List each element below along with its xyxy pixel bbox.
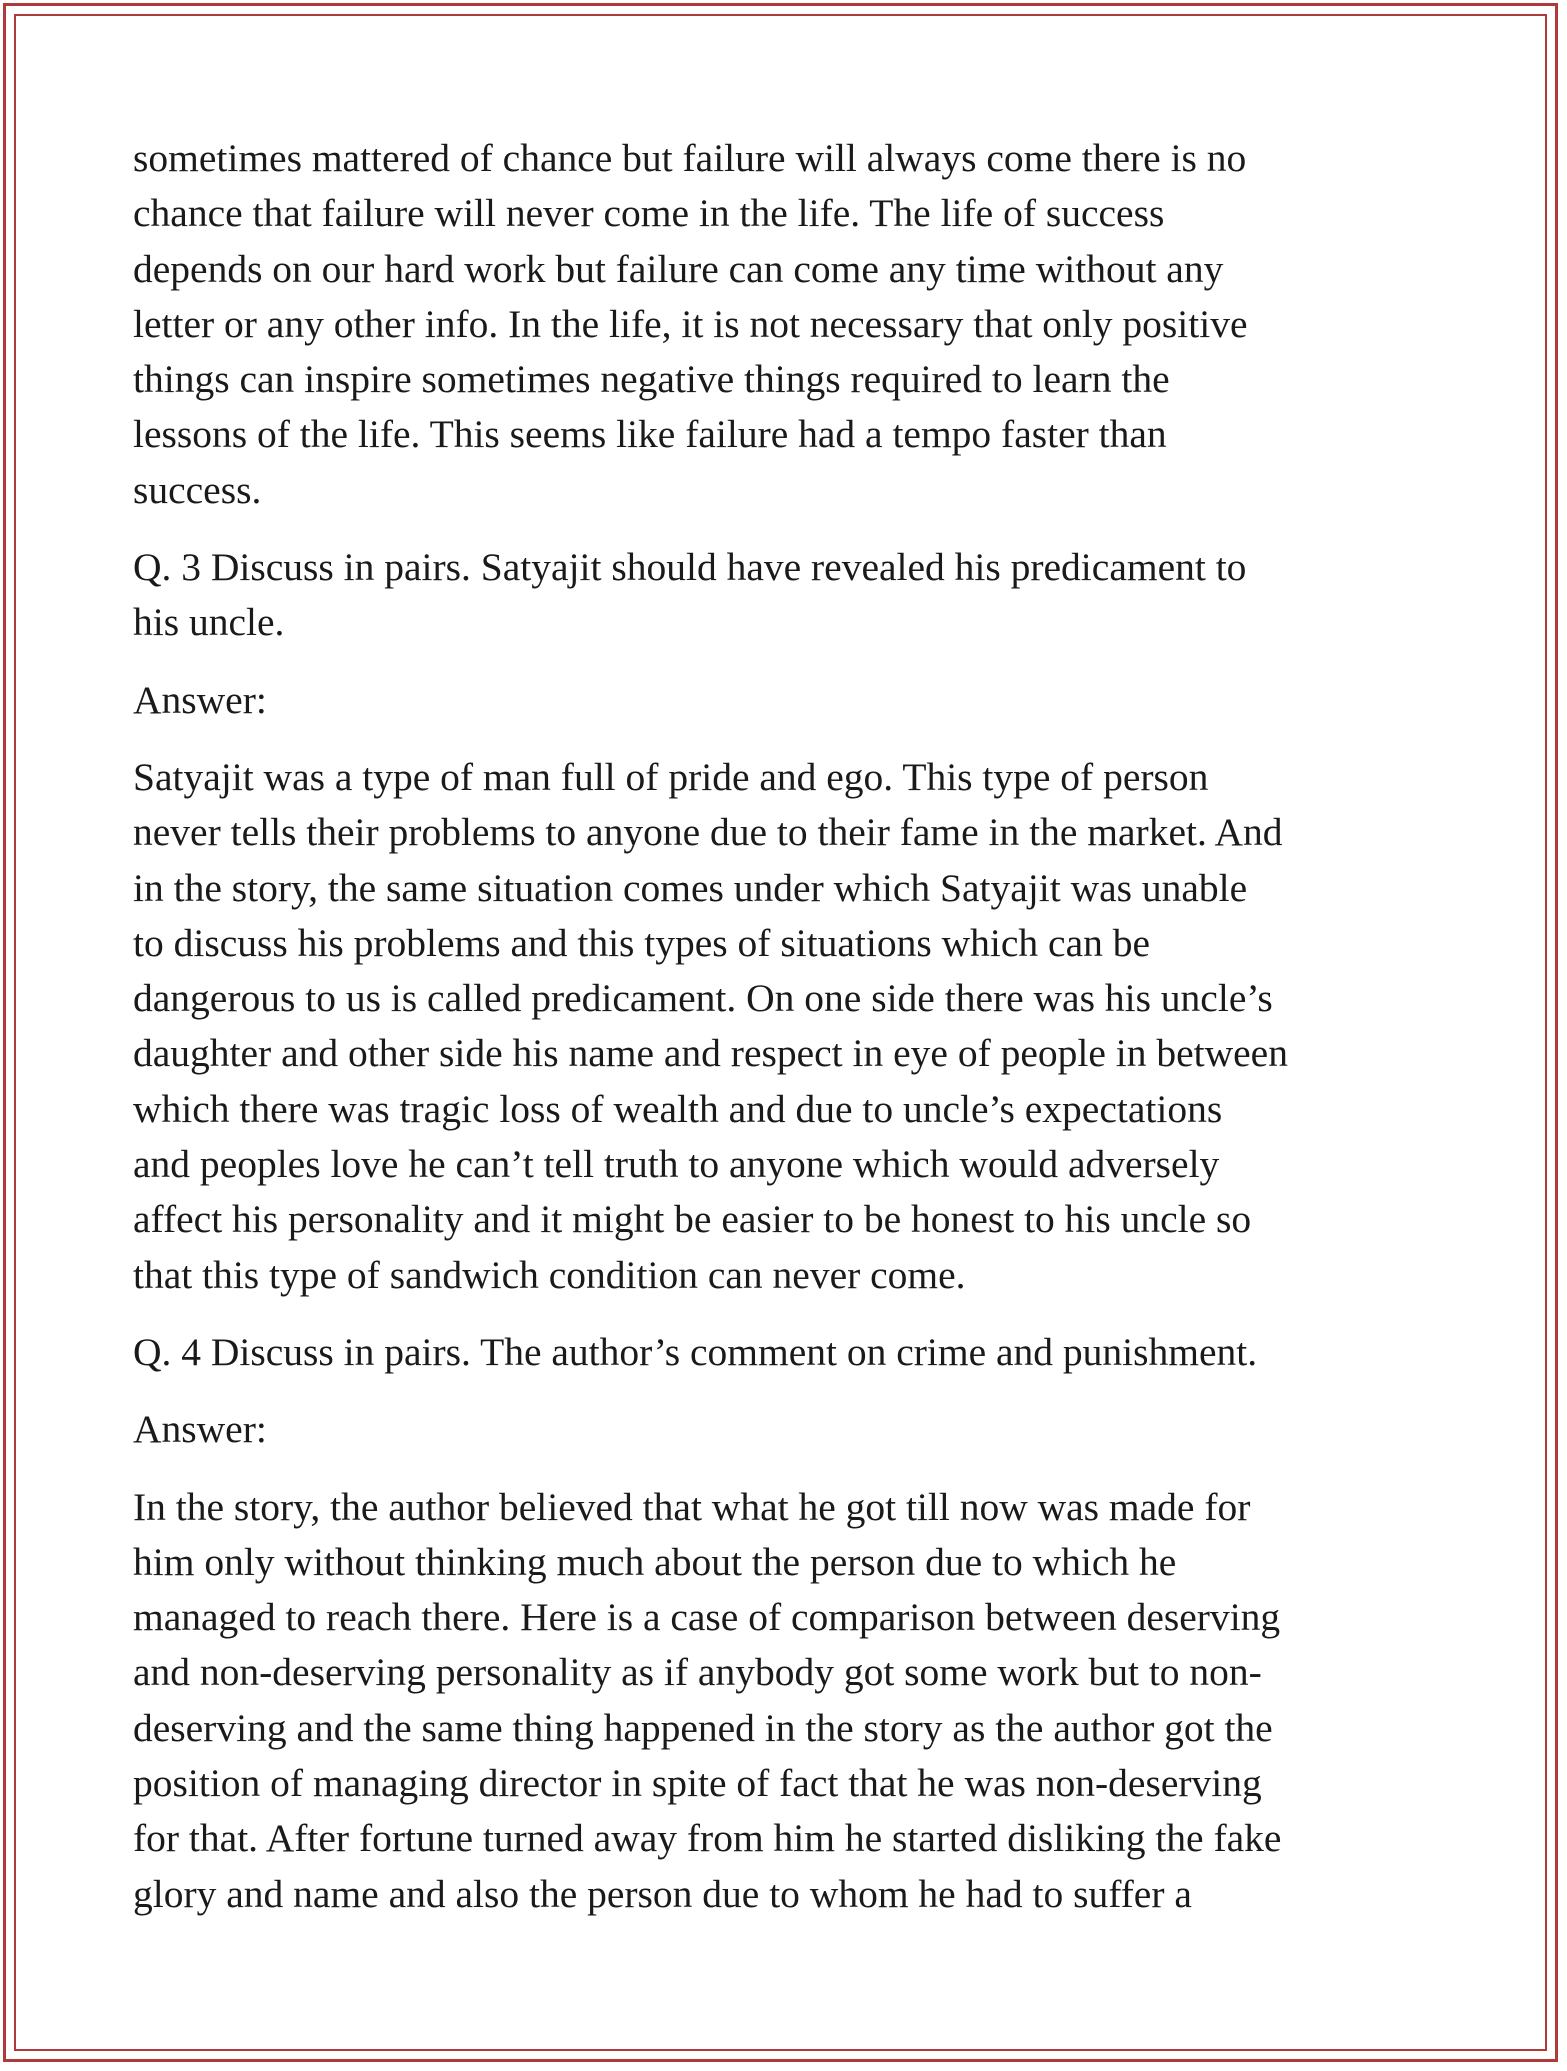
text-line: for that. After fortune turned away from him he started disliking the fake <box>133 1816 1282 1861</box>
text-line: depends on our hard work but failure can come any time without any <box>133 246 1224 291</box>
question-3 <box>133 540 1453 651</box>
text-line: sometimes mattered of chance but failure will always come there is no <box>133 136 1247 180</box>
text-line: success. <box>133 467 262 512</box>
answer-q4 <box>133 1480 1453 1922</box>
text-line: to discuss his problems and this types of situations which can be <box>133 920 1151 965</box>
answer-label: Answer: <box>133 1407 267 1452</box>
question-line: Q. 4 Discuss in pairs. The author’s comment on crime and punishment. <box>133 1329 1258 1374</box>
text-line: affect his personality and it might be easier to be honest to his uncle so <box>133 1197 1252 1242</box>
text-line: things can inspire sometimes negative things required to learn the <box>133 357 1170 402</box>
paragraph-spacer <box>133 1303 1453 1325</box>
text-line: which there was tragic loss of wealth and due to uncle’s expectations <box>133 1086 1223 1131</box>
answer-label-q3 <box>133 673 1453 728</box>
text-line: Satyajit was a type of man full of pride and ego. This type of person <box>133 754 1209 799</box>
answer-q3 <box>133 750 1453 1303</box>
text-line: deserving and the same thing happened in the story as the author got the <box>133 1705 1273 1750</box>
text-line: dangerous to us is called predicament. On one side there was his uncle’s <box>133 976 1273 1021</box>
text-line: glory and name and also the person due to whom he had to suffer a <box>133 1871 1192 1916</box>
text-line: in the story, the same situation comes under which Satyajit was unable <box>133 865 1248 910</box>
text-line: position of managing director in spite of fact that he was non-deserving <box>133 1761 1262 1806</box>
question-4 <box>133 1325 1453 1380</box>
answer-label-q4 <box>133 1402 1453 1457</box>
answer-label: Answer: <box>133 677 267 722</box>
text-line: and non-deserving personality as if anybody got some work but to non- <box>133 1650 1262 1695</box>
text-line: letter or any other info. In the life, it is not necessary that only positive <box>133 301 1248 346</box>
text-line: In the story, the author believed that what he got till now was made for <box>133 1484 1251 1529</box>
paragraph-spacer <box>133 728 1453 750</box>
text-line: daughter and other side his name and respect in eye of people in between <box>133 1031 1288 1076</box>
text-line: chance that failure will never come in the life. The life of success <box>133 191 1165 236</box>
text-line: and peoples love he can’t tell truth to anyone which would adversely <box>133 1142 1220 1187</box>
paragraph-spacer <box>133 651 1453 673</box>
paragraph-spacer <box>133 518 1453 540</box>
text-line: managed to reach there. Here is a case of comparison between deserving <box>133 1595 1281 1640</box>
question-line: Q. 3 Discuss in pairs. Satyajit should have revealed his predicament to <box>133 545 1247 590</box>
text-line: him only without thinking much about the person due to which he <box>133 1539 1177 1584</box>
document-body <box>133 131 1453 1922</box>
question-line: his uncle. <box>133 600 285 645</box>
paragraph-success-failure <box>133 131 1453 518</box>
paragraph-spacer <box>133 1380 1453 1402</box>
text-line: never tells their problems to anyone due to their fame in the market. And <box>133 810 1283 855</box>
paragraph-spacer <box>133 1458 1453 1480</box>
text-line: lessons of the life. This seems like failure had a tempo faster than <box>133 412 1167 457</box>
text-line: that this type of sandwich condition can never come. <box>133 1252 966 1297</box>
